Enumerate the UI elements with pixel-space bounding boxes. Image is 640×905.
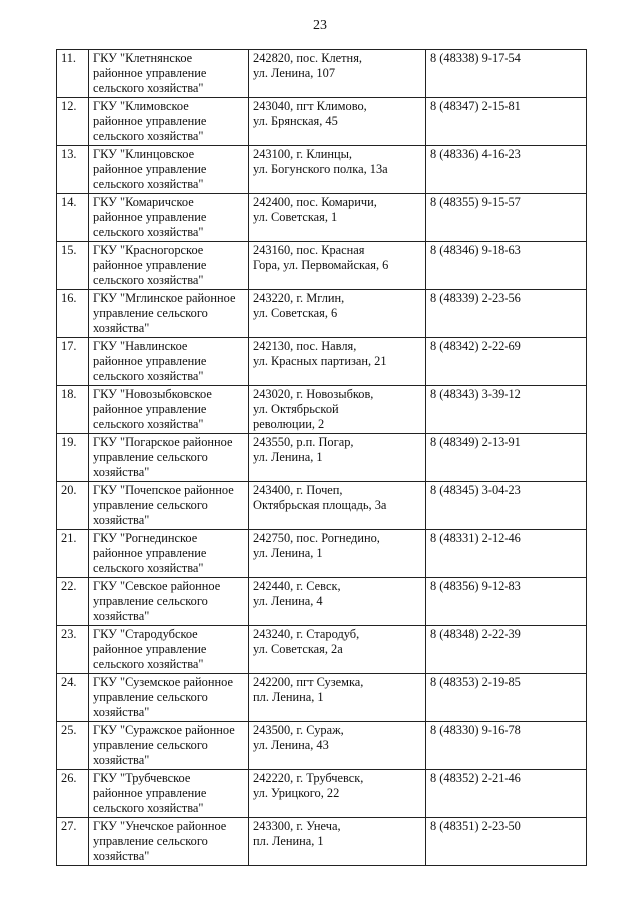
organization-phone: 8 (48353) 2-19-85 xyxy=(426,674,587,722)
organization-address xyxy=(249,98,426,146)
organization-name-line: сельского хозяйства" xyxy=(93,177,204,191)
organization-phone: 8 (48346) 9-18-63 xyxy=(426,242,587,290)
organization-address-line: ул. Ленина, 43 xyxy=(253,738,329,752)
organization-name-line: управление сельского xyxy=(93,450,208,464)
organization-name-line: хозяйства" xyxy=(93,705,150,719)
row-number: 19. xyxy=(57,434,89,482)
organization-phone: 8 (48339) 2-23-56 xyxy=(426,290,587,338)
organization-phone: 8 (48345) 3-04-23 xyxy=(426,482,587,530)
organization-phone: 8 (48331) 2-12-46 xyxy=(426,530,587,578)
organization-name xyxy=(89,434,249,482)
table-row xyxy=(57,482,587,530)
organization-address xyxy=(249,626,426,674)
organization-address-line: 242820, пос. Клетня, xyxy=(253,51,362,65)
organization-name-line: управление сельского xyxy=(93,306,208,320)
organization-address xyxy=(249,434,426,482)
row-number: 23. xyxy=(57,626,89,674)
organization-name xyxy=(89,386,249,434)
organization-name xyxy=(89,338,249,386)
organization-name-line: ГКУ "Новозыбковское xyxy=(93,387,212,401)
organization-name xyxy=(89,482,249,530)
organization-address-line: 242440, г. Севск, xyxy=(253,579,341,593)
organization-name-line: ГКУ "Трубчевское xyxy=(93,771,191,785)
organization-name-line: районное управление xyxy=(93,258,207,272)
organization-name-line: районное управление xyxy=(93,642,207,656)
organization-name xyxy=(89,818,249,866)
row-number: 18. xyxy=(57,386,89,434)
organization-name-line: районное управление xyxy=(93,162,207,176)
table-row xyxy=(57,146,587,194)
organization-address-line: ул. Советская, 1 xyxy=(253,210,338,224)
organization-name-line: ГКУ "Суражское районное xyxy=(93,723,235,737)
organization-phone: 8 (48356) 9-12-83 xyxy=(426,578,587,626)
directory-table xyxy=(56,49,587,866)
organization-address-line: Октябрьская площадь, 3а xyxy=(253,498,387,512)
organization-address xyxy=(249,338,426,386)
organization-name-line: управление сельского xyxy=(93,834,208,848)
organization-address-line: ул. Урицкого, 22 xyxy=(253,786,340,800)
organization-address-line: 242220, г. Трубчевск, xyxy=(253,771,364,785)
organization-address xyxy=(249,578,426,626)
table-row xyxy=(57,722,587,770)
organization-phone: 8 (48330) 9-16-78 xyxy=(426,722,587,770)
row-number: 13. xyxy=(57,146,89,194)
organization-name xyxy=(89,674,249,722)
row-number: 27. xyxy=(57,818,89,866)
organization-phone: 8 (48351) 2-23-50 xyxy=(426,818,587,866)
organization-address xyxy=(249,530,426,578)
organization-address-line: 243300, г. Унеча, xyxy=(253,819,341,833)
table-row xyxy=(57,98,587,146)
row-number: 22. xyxy=(57,578,89,626)
table-row xyxy=(57,770,587,818)
organization-name-line: сельского хозяйства" xyxy=(93,369,204,383)
organization-name-line: районное управление xyxy=(93,546,207,560)
organization-name-line: районное управление xyxy=(93,402,207,416)
organization-address-line: 243220, г. Мглин, xyxy=(253,291,345,305)
organization-address-line: 242750, пос. Рогнедино, xyxy=(253,531,380,545)
directory-table-body xyxy=(57,50,587,866)
organization-phone: 8 (48336) 4-16-23 xyxy=(426,146,587,194)
organization-address-line: ул. Красных партизан, 21 xyxy=(253,354,387,368)
organization-name-line: ГКУ "Почепское районное xyxy=(93,483,234,497)
organization-address-line: 243040, пгт Климово, xyxy=(253,99,367,113)
organization-name-line: ГКУ "Климовское xyxy=(93,99,189,113)
organization-name-line: ГКУ "Суземское районное xyxy=(93,675,233,689)
organization-address-line: ул. Ленина, 107 xyxy=(253,66,336,80)
table-row xyxy=(57,530,587,578)
table-row xyxy=(57,578,587,626)
organization-address-line: 242400, пос. Комаричи, xyxy=(253,195,377,209)
organization-name-line: сельского хозяйства" xyxy=(93,657,204,671)
organization-name-line: районное управление xyxy=(93,114,207,128)
organization-address xyxy=(249,674,426,722)
table-row xyxy=(57,626,587,674)
organization-address-line: революции, 2 xyxy=(253,417,325,431)
organization-name-line: ГКУ "Навлинское xyxy=(93,339,188,353)
table-row xyxy=(57,338,587,386)
organization-name-line: районное управление xyxy=(93,66,207,80)
organization-name-line: районное управление xyxy=(93,354,207,368)
organization-address-line: 242200, пгт Суземка, xyxy=(253,675,364,689)
organization-name-line: ГКУ "Комаричское xyxy=(93,195,194,209)
organization-name-line: управление сельского xyxy=(93,690,208,704)
table-row xyxy=(57,818,587,866)
organization-name-line: районное управление xyxy=(93,210,207,224)
organization-address-line: 242130, пос. Навля, xyxy=(253,339,357,353)
organization-address xyxy=(249,386,426,434)
table-row xyxy=(57,674,587,722)
organization-name xyxy=(89,290,249,338)
organization-name-line: ГКУ "Севское районное xyxy=(93,579,221,593)
organization-name xyxy=(89,626,249,674)
page-number: 23 xyxy=(313,18,327,33)
organization-name-line: сельского хозяйства" xyxy=(93,801,204,815)
organization-name xyxy=(89,722,249,770)
organization-phone: 8 (48355) 9-15-57 xyxy=(426,194,587,242)
row-number: 25. xyxy=(57,722,89,770)
organization-name xyxy=(89,194,249,242)
organization-address-line: ул. Ленина, 1 xyxy=(253,546,323,560)
organization-name-line: хозяйства" xyxy=(93,465,150,479)
table-row xyxy=(57,386,587,434)
table-row xyxy=(57,194,587,242)
organization-address xyxy=(249,770,426,818)
organization-name-line: управление сельского xyxy=(93,738,208,752)
organization-address xyxy=(249,482,426,530)
row-number: 20. xyxy=(57,482,89,530)
organization-name-line: ГКУ "Рогнединское xyxy=(93,531,198,545)
organization-name xyxy=(89,530,249,578)
organization-name-line: ГКУ "Клетнянское xyxy=(93,51,193,65)
table-row xyxy=(57,434,587,482)
row-number: 11. xyxy=(57,50,89,98)
organization-address xyxy=(249,194,426,242)
organization-name xyxy=(89,578,249,626)
organization-name-line: ГКУ "Клинцовское xyxy=(93,147,195,161)
organization-address-line: ул. Октябрьской xyxy=(253,402,339,416)
organization-name-line: ГКУ "Стародубское xyxy=(93,627,198,641)
organization-address xyxy=(249,290,426,338)
organization-address-line: пл. Ленина, 1 xyxy=(253,690,324,704)
organization-address-line: ул. Ленина, 1 xyxy=(253,450,323,464)
organization-address-line: Гора, ул. Первомайская, 6 xyxy=(253,258,389,272)
organization-name-line: ГКУ "Погарское районное xyxy=(93,435,233,449)
organization-name-line: сельского хозяйства" xyxy=(93,225,204,239)
organization-name xyxy=(89,146,249,194)
organization-name-line: районное управление xyxy=(93,786,207,800)
row-number: 26. xyxy=(57,770,89,818)
organization-name-line: хозяйства" xyxy=(93,513,150,527)
organization-name-line: сельского хозяйства" xyxy=(93,273,204,287)
organization-phone: 8 (48348) 2-22-39 xyxy=(426,626,587,674)
organization-address-line: ул. Брянская, 45 xyxy=(253,114,338,128)
row-number: 12. xyxy=(57,98,89,146)
organization-address-line: 243100, г. Клинцы, xyxy=(253,147,353,161)
organization-name-line: управление сельского xyxy=(93,594,208,608)
organization-address xyxy=(249,146,426,194)
organization-name-line: сельского хозяйства" xyxy=(93,81,204,95)
organization-address-line: пл. Ленина, 1 xyxy=(253,834,324,848)
organization-address-line: 243240, г. Стародуб, xyxy=(253,627,360,641)
organization-name-line: ГКУ "Мглинское районное xyxy=(93,291,236,305)
organization-phone: 8 (48343) 3-39-12 xyxy=(426,386,587,434)
row-number: 16. xyxy=(57,290,89,338)
organization-phone: 8 (48352) 2-21-46 xyxy=(426,770,587,818)
organization-name-line: ГКУ "Унечское районное xyxy=(93,819,227,833)
table-row xyxy=(57,290,587,338)
table-row xyxy=(57,50,587,98)
organization-name-line: управление сельского xyxy=(93,498,208,512)
organization-address xyxy=(249,722,426,770)
organization-name-line: сельского хозяйства" xyxy=(93,417,204,431)
organization-address-line: ул. Советская, 2а xyxy=(253,642,343,656)
row-number: 14. xyxy=(57,194,89,242)
organization-phone: 8 (48342) 2-22-69 xyxy=(426,338,587,386)
organization-name-line: хозяйства" xyxy=(93,321,150,335)
organization-address-line: 243160, пос. Красная xyxy=(253,243,365,257)
organization-name-line: хозяйства" xyxy=(93,753,150,767)
organization-address-line: ул. Советская, 6 xyxy=(253,306,338,320)
organization-name xyxy=(89,242,249,290)
organization-address-line: 243020, г. Новозыбков, xyxy=(253,387,374,401)
organization-address-line: 243400, г. Почеп, xyxy=(253,483,343,497)
organization-name xyxy=(89,98,249,146)
organization-phone: 8 (48347) 2-15-81 xyxy=(426,98,587,146)
organization-address xyxy=(249,50,426,98)
organization-name-line: ГКУ "Красногорское xyxy=(93,243,204,257)
row-number: 21. xyxy=(57,530,89,578)
organization-address-line: ул. Ленина, 4 xyxy=(253,594,323,608)
table-row xyxy=(57,242,587,290)
organization-name xyxy=(89,770,249,818)
organization-name-line: сельского хозяйства" xyxy=(93,129,204,143)
organization-name-line: сельского хозяйства" xyxy=(93,561,204,575)
organization-name xyxy=(89,50,249,98)
organization-address-line: 243500, г. Сураж, xyxy=(253,723,344,737)
organization-address xyxy=(249,242,426,290)
row-number: 15. xyxy=(57,242,89,290)
organization-phone: 8 (48338) 9-17-54 xyxy=(426,50,587,98)
organization-phone: 8 (48349) 2-13-91 xyxy=(426,434,587,482)
organization-address-line: ул. Богунского полка, 13а xyxy=(253,162,388,176)
row-number: 24. xyxy=(57,674,89,722)
organization-address xyxy=(249,818,426,866)
organization-name-line: хозяйства" xyxy=(93,609,150,623)
organization-name-line: хозяйства" xyxy=(93,849,150,863)
row-number: 17. xyxy=(57,338,89,386)
organization-address-line: 243550, р.п. Погар, xyxy=(253,435,354,449)
